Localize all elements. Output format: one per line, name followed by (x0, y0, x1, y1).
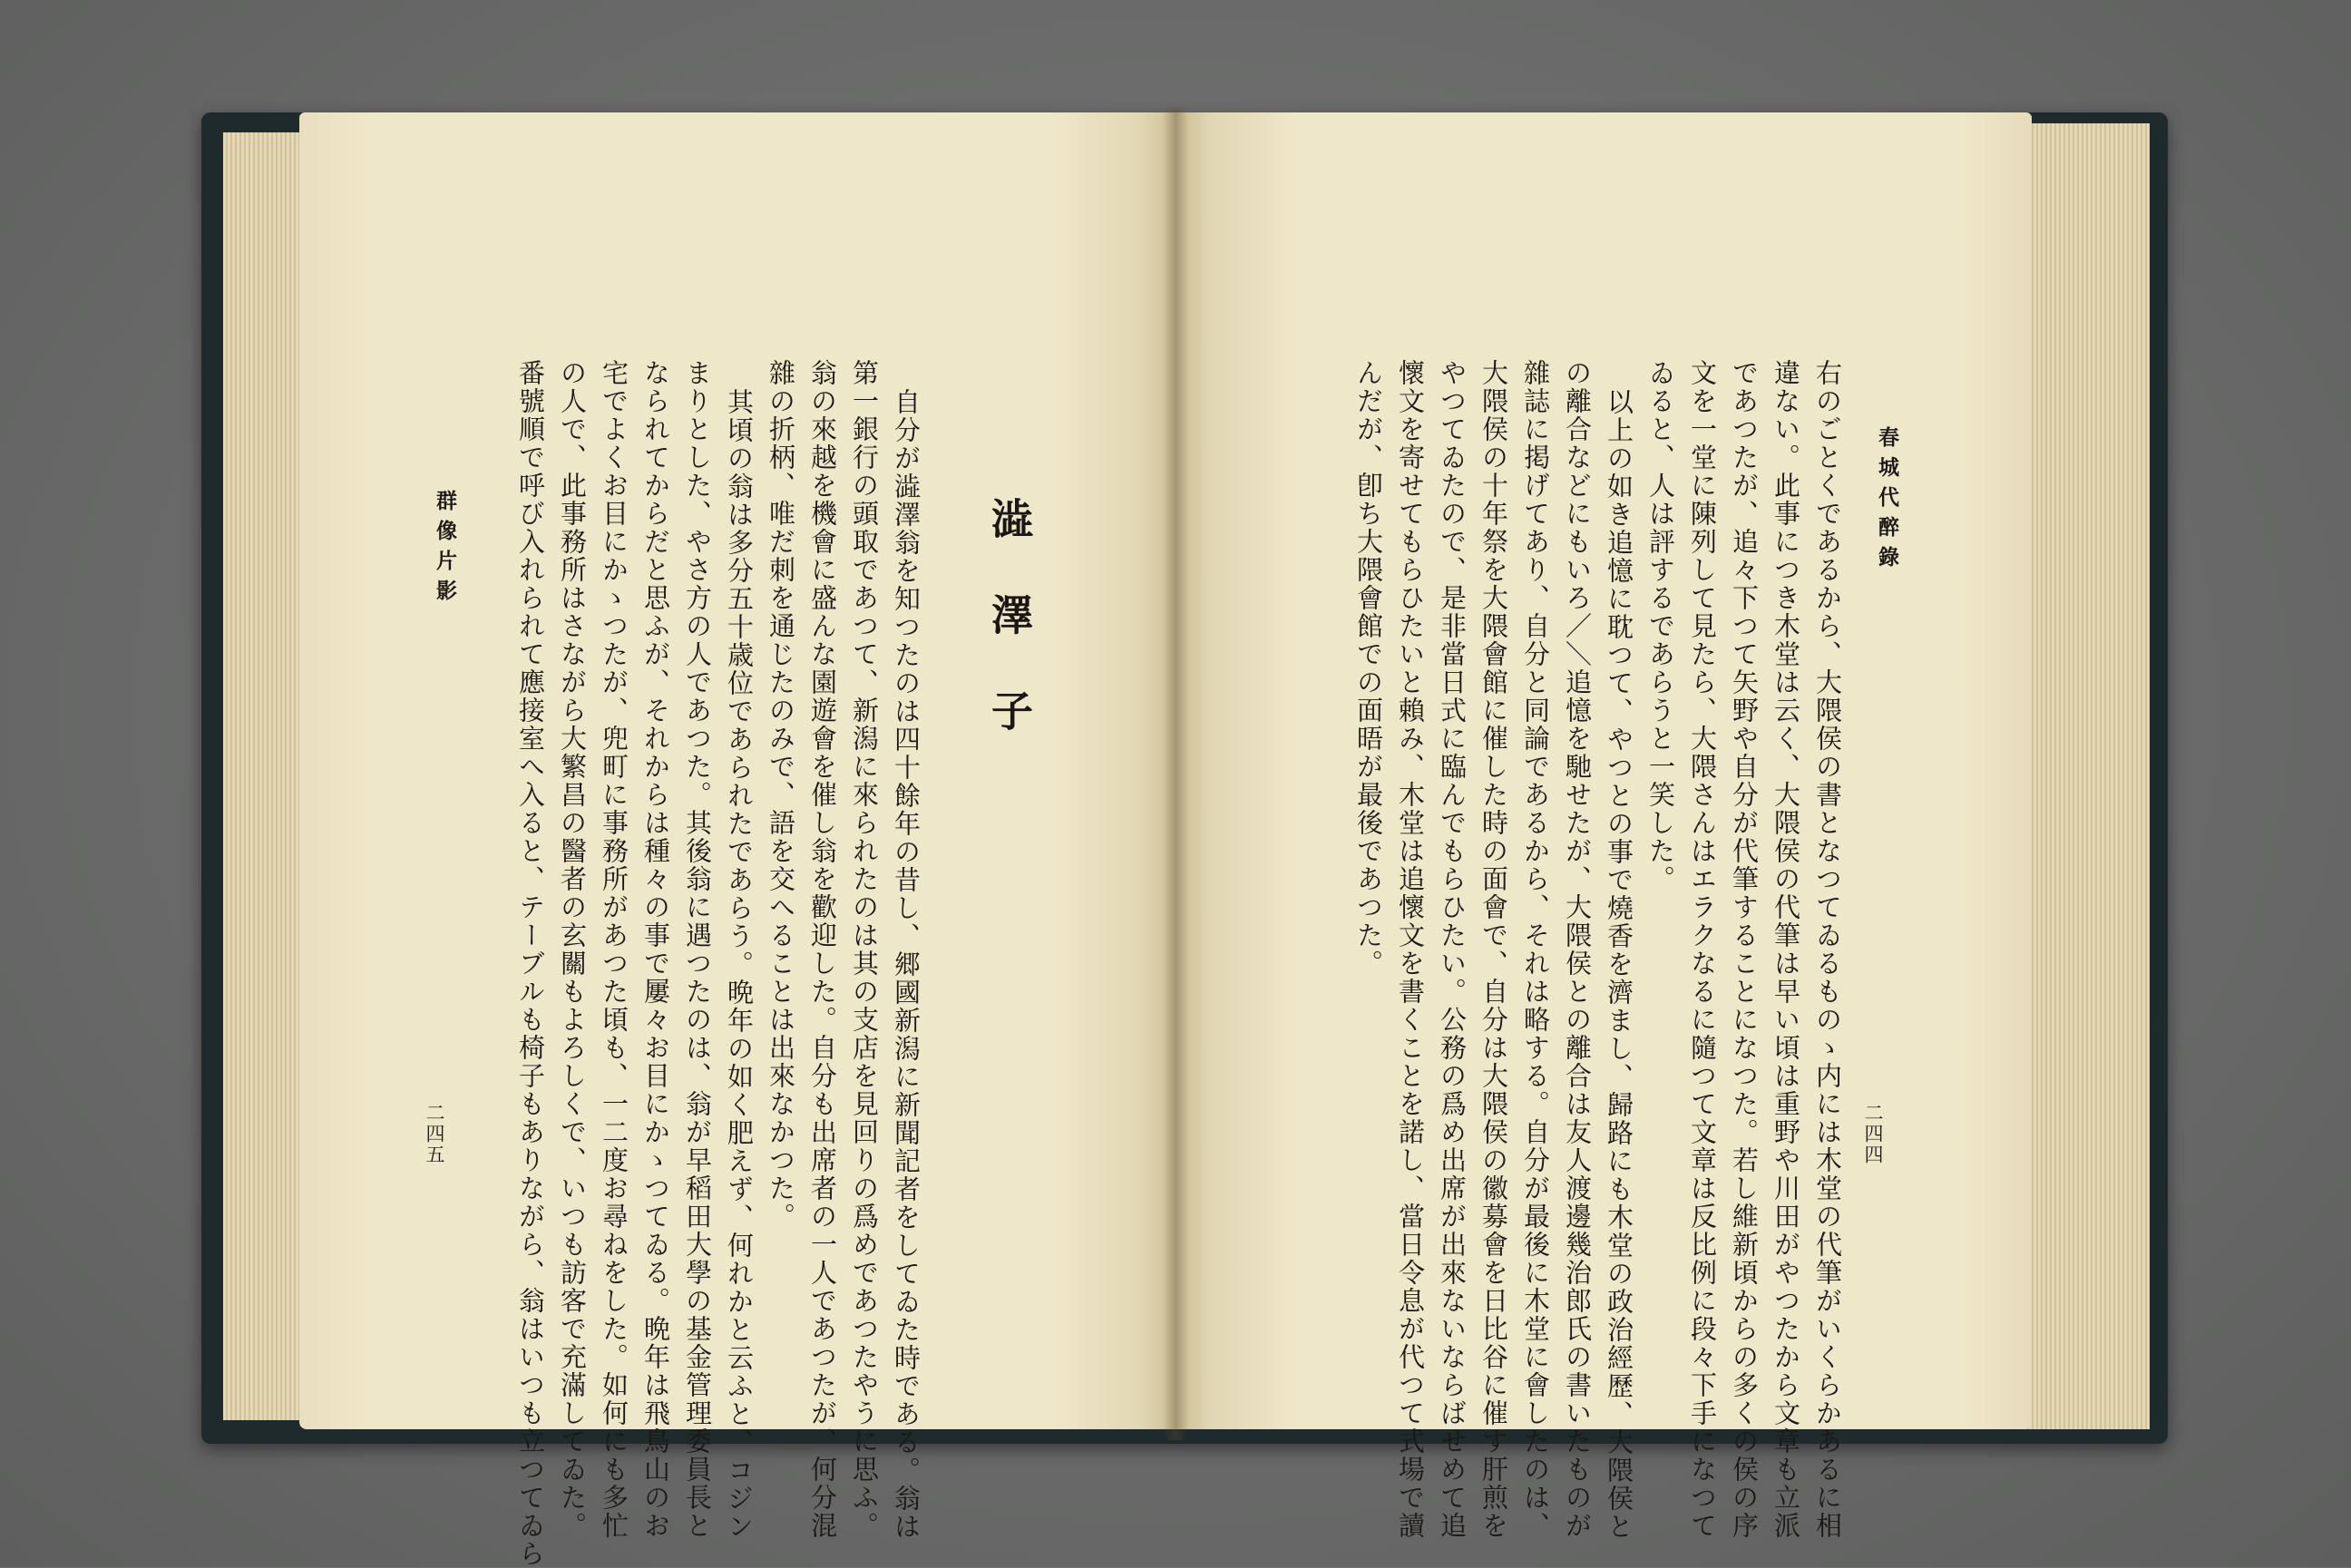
essay-title: 澁澤子 (985, 497, 1034, 785)
book-gutter (1163, 107, 1188, 1440)
page-number-right: 二四四 (1862, 1103, 1884, 1165)
body-line-r9: 大隈侯の十年祭を大隈會館に催した時の面會で、自分は大隈侯の徽募會を日比谷に催す肝煎を (1478, 359, 1509, 1540)
body-line-l6: まりとした、やさ方の人であつた。其後翁に遇つたのは、翁が早稻田大學の基金管理委員長と (682, 359, 713, 1540)
body-line-r4: 文を一堂に陳列して見たら、大隈さんはエラクなるに隨つて文章は反比例に段々下手になつて (1687, 359, 1718, 1540)
body-line-l5: 其頃の翁は多分五十歳位であられたであらう。晩年の如く肥えず、何れかと云ふと、コジン (724, 388, 755, 1541)
body-line-r3: であつたが、追々下つて矢野や自分が代筆することになつた。若し維新頃からの多くの侯の序 (1729, 359, 1760, 1540)
page-number-left: 二四五 (424, 1103, 445, 1165)
body-line-r8: 雜誌に掲げてあり、自分と同論であるから、それは略する。自分が最後に木堂に會したのは、 (1520, 359, 1551, 1540)
body-line-r12: んだが、卽ち大隈會館での面晤が最後であつた。 (1353, 359, 1384, 978)
body-line-r7: の離合などにもいろ／＼追憶を馳せたが、大隈侯との離合は友人渡邊幾治郎氏の書いたものが (1562, 359, 1593, 1540)
body-line-r6: 以上の如き追憶に耽つて、やつとの事で燒香を濟まし、歸路にも木堂の政治經歷、大隈侯と (1604, 388, 1634, 1541)
body-line-r10: やつてゐたので、是非當日式に臨んでもらひたい。公務の爲め出席が出來ないならばせめて追 (1437, 359, 1468, 1540)
body-line-r1: 右のごとくであるから、大隈侯の書となつてゐるものゝ内には木堂の代筆がいくらかあるに相 (1812, 359, 1843, 1540)
body-line-l3: 翁の來越を機會に盛んな園遊會を催し翁を歡迎した。自分も出席者の一人であつたが、何分混 (807, 359, 838, 1540)
body-line-l2: 第一銀行の頭取であつて、新潟に來られたのは其の支店を見回りの爲めであつたやうに思ふ。 (849, 359, 880, 1540)
body-line-l10: 番號順で呼び入れられて應接室へ入ると、テーブルも椅子もありながら、翁はいつも立つてゐら (515, 359, 546, 1568)
body-line-r5: ゐると、人は評するであらうと一笑した。 (1645, 359, 1676, 893)
body-line-r11: 懷文を寄せてもらひたいと賴み、木堂は追懷文を書くことを諾し、當日令息が代つて式場で讀 (1395, 359, 1426, 1540)
running-footer-title: 群像片影 (433, 490, 457, 609)
page-edges-right (2015, 123, 2150, 1429)
body-line-l8: 宅でよくお目にかゝつたが、兜町に事務所があつた頃も、一二度お尋ねをした。如何にも多忙 (599, 359, 629, 1540)
body-line-l7: なられてからだと思ふが、それからは種々の事で屢々お目にかゝつてゐる。晩年は飛鳥山のお (640, 359, 671, 1540)
body-line-l4: 雜の折柄、唯だ刺を通じたのみで、語を交へることは出來なかつた。 (766, 359, 796, 1231)
body-line-l9: の人で、此事務所はさながら大繁昌の醫者の玄關もよろしくで、いつも訪客で充滿してゐた。 (557, 359, 588, 1540)
body-line-l1: 自分が澁澤翁を知つたのは四十餘年の昔し、郷國新潟に新聞記者をしてゐた時である。翁は (891, 388, 922, 1541)
body-line-r2: 違ない。此事につき木堂は云く、大隈侯の代筆は早い頃は重野や川田がやつたから文章も立派 (1771, 359, 1801, 1540)
running-header-title: 春城代醉錄 (1875, 426, 1899, 576)
